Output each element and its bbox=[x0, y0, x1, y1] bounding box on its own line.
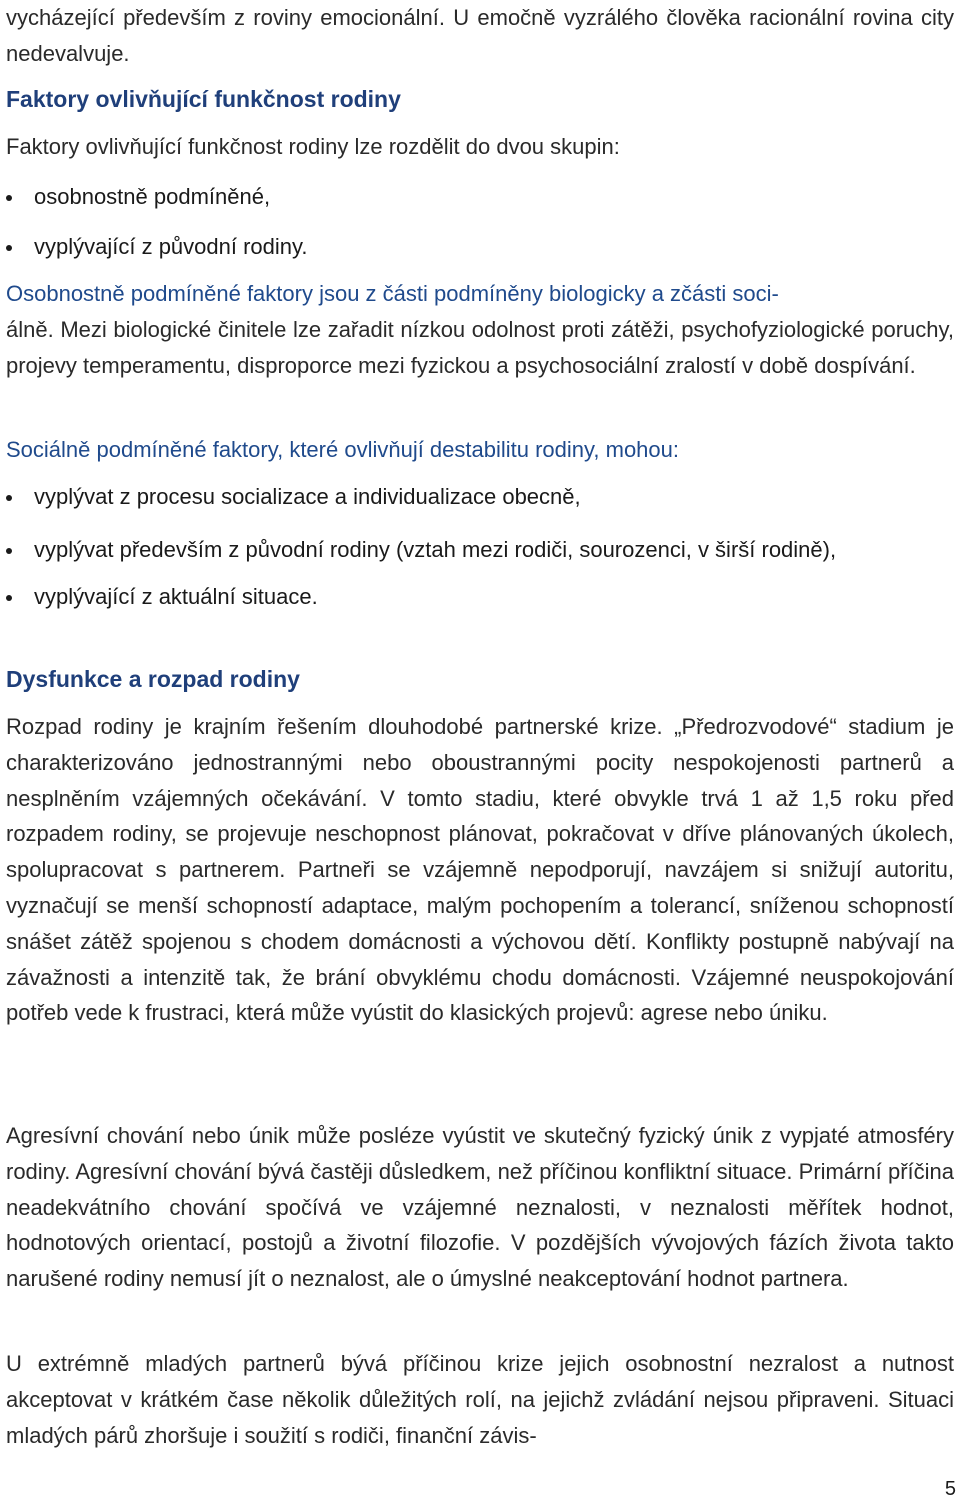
list-item-text: vyplývající z aktuální situace. bbox=[34, 583, 318, 609]
list-item-text: vyplývající z původní rodiny. bbox=[34, 233, 308, 259]
bullet-icon bbox=[6, 495, 12, 501]
bullet-icon bbox=[6, 595, 12, 601]
social-factors-heading: Sociálně podmíněné faktory, které ovlivňují destabilitu rodiny, mohou: bbox=[6, 437, 679, 462]
list-item-text: vyplývat z procesu socializace a individualizace obecně, bbox=[34, 484, 581, 509]
bullet-icon bbox=[6, 195, 12, 201]
dysfunction-paragraph-3: U extrémně mladých partnerů bývá příčinou krize jejich osobnostní nezralost a nutnost akceptovat v krátkém čase několik důležitých rolí, na jejichž zvládání nejsou připraveni. Situaci mladých párů zhoršuje i soužití s rodiči, finanční závis- bbox=[6, 1351, 954, 1448]
personal-factors-first-line: Osobnostně podmíněné faktory jsou z části podmíněny biologicky a zčásti soci- bbox=[6, 281, 779, 306]
list-item bbox=[6, 179, 954, 215]
section-heading-dysfunction: Dysfunkce a rozpad rodiny bbox=[6, 666, 300, 692]
dysfunction-paragraph-2: Agresívní chování nebo únik může posléze vyústit ve skutečný fyzický únik z vypjaté atmosféry rodiny. Agresívní chování bývá častěji důsledkem, než příčinou konfliktní situace. Primární příčina neadekvátního chování spočívá ve vzájemné neznalosti, v neznalosti měřítek hodnot, hodnotových orientací, postojů a životní filozofie. V pozdějších vývojových fázích života takto narušené rodiny nemusí jít o neznalost, ale o úmyslné neakceptování hodnot partnera. bbox=[6, 1123, 954, 1292]
social-factors-bullet-list bbox=[6, 479, 954, 614]
bullet-icon bbox=[6, 245, 12, 251]
list-item-text: vyplývat především z původní rodiny (vztah mezi rodiči, sourozenci, v širší rodině), bbox=[34, 536, 837, 562]
section-heading-factors: Faktory ovlivňující funkčnost rodiny bbox=[6, 86, 401, 112]
list-item bbox=[6, 579, 954, 615]
list-item bbox=[6, 532, 954, 568]
personal-factors-paragraph bbox=[6, 276, 954, 383]
factors-lead-paragraph: Faktory ovlivňující funkčnost rodiny lze rozdělit do dvou skupin: bbox=[6, 134, 620, 159]
list-item-text: osobnostně podmíněné, bbox=[34, 184, 271, 209]
list-item bbox=[6, 479, 954, 515]
dysfunction-paragraph-1: Rozpad rodiny je krajním řešením dlouhodobé partnerské krize. „Předrozvodové“ stadium je charakterizováno jednostrannými nebo oboustrannými pocity nespokojenosti partnerů a nesplněním vzájemných očekávání. V tomto stadiu, které obvykle trvá 1 až 1,5 roku před rozpadem rodiny, se projevuje neschopnost plánovat, pokračovat v dříve plánovaných úkolech, spolupracovat s partnerem. Partneři se vzájemně nepodporují, navzájem si snižují autoritu, vyznačují se menší schopností adaptace, malým pochopením a tolerancí, sníženou schopností snášet zátěž spojenou s chodem domácnosti a výchovou dětí. Konflikty postupně nabývají na závažnosti a intenzitě tak, že brání obvyklému chodu domácnosti. Vzájemné neuspokojování potřeb vede k frustraci, která může vyústit do klasických projevů: agrese nebo úniku. bbox=[6, 714, 954, 1026]
intro-paragraph: vycházející především z roviny emocionální. U emočně vyzrálého člověka racionální rovina city nedevalvuje. bbox=[6, 5, 954, 66]
factors-bullet-list bbox=[6, 179, 954, 265]
bullet-icon bbox=[6, 548, 12, 554]
list-item bbox=[6, 229, 954, 265]
personal-factors-rest: álně. Mezi biologické činitele lze zařadit nízkou odolnost proti zátěži, psychofyziologické poruchy, projevy temperamentu, disproporce mezi fyzickou a psychosociální zralostí v době dospívání. bbox=[6, 316, 954, 378]
page-number: 5 bbox=[944, 1478, 956, 1500]
